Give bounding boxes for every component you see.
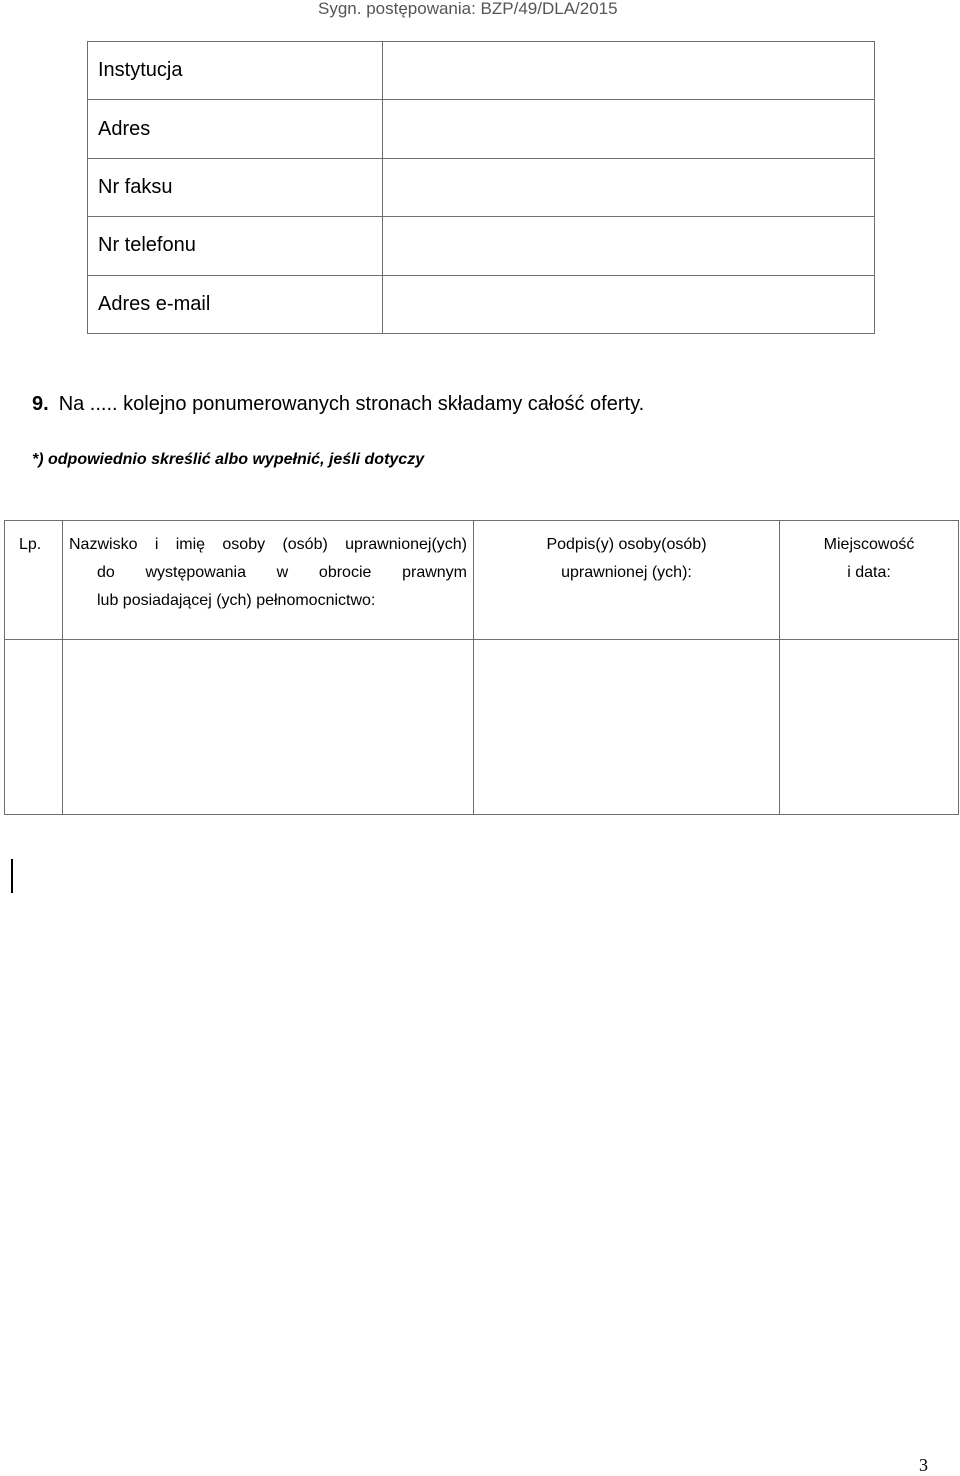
page-number: 3 bbox=[919, 1455, 928, 1475]
header-place-line-2: i data: bbox=[847, 564, 891, 581]
name-cell[interactable] bbox=[63, 640, 474, 815]
header-name-line-2: do występowania w obrocie prawnym bbox=[97, 564, 467, 581]
header-name-line-1: Nazwisko i imię osoby (osób) uprawnionej(ych) bbox=[69, 536, 467, 553]
header-place-date bbox=[780, 521, 959, 640]
address-field[interactable] bbox=[383, 100, 875, 158]
case-reference: Sygn. postępowania: BZP/49/DLA/2015 bbox=[318, 0, 618, 18]
header-signature bbox=[474, 521, 780, 640]
email-field[interactable] bbox=[383, 275, 875, 333]
row-label-email: Adres e-mail bbox=[88, 275, 383, 333]
table-row bbox=[88, 158, 875, 216]
institution-field[interactable] bbox=[383, 42, 875, 100]
table-row bbox=[5, 640, 959, 815]
footnote: *) odpowiednio skreślić albo wypełnić, jeśli dotyczy bbox=[32, 451, 425, 468]
table-row bbox=[88, 42, 875, 100]
place-date-cell[interactable] bbox=[780, 640, 959, 815]
row-label-phone: Nr telefonu bbox=[88, 217, 383, 275]
signature-table bbox=[4, 520, 959, 815]
lp-cell[interactable] bbox=[5, 640, 63, 815]
table-row bbox=[88, 217, 875, 275]
header-signature-line-1: Podpis(y) osoby(osób) bbox=[546, 536, 707, 553]
row-label-institution: Instytucja bbox=[88, 42, 383, 100]
row-label-address: Adres bbox=[88, 100, 383, 158]
header-name bbox=[63, 521, 474, 640]
header-lp: Lp. bbox=[5, 521, 63, 640]
header-name-line-3: lub posiadającej (ych) pełnomocnictwo: bbox=[97, 592, 376, 609]
margin-bar bbox=[11, 859, 13, 893]
fax-field[interactable] bbox=[383, 158, 875, 216]
item-9-statement bbox=[32, 393, 644, 416]
header-signature-line-2: uprawnionej (ych): bbox=[561, 564, 692, 581]
signature-cell[interactable] bbox=[474, 640, 780, 815]
table-row bbox=[88, 100, 875, 158]
header-place-line-1: Miejscowość bbox=[823, 536, 915, 553]
contact-table bbox=[87, 41, 875, 334]
phone-field[interactable] bbox=[383, 217, 875, 275]
item-9-text: Na ..... kolejno ponumerowanych stronach składamy całość oferty. bbox=[58, 393, 645, 415]
table-header-row bbox=[5, 521, 959, 640]
row-label-fax: Nr faksu bbox=[88, 158, 383, 216]
table-row bbox=[88, 275, 875, 333]
item-9-number: 9. bbox=[32, 393, 49, 415]
